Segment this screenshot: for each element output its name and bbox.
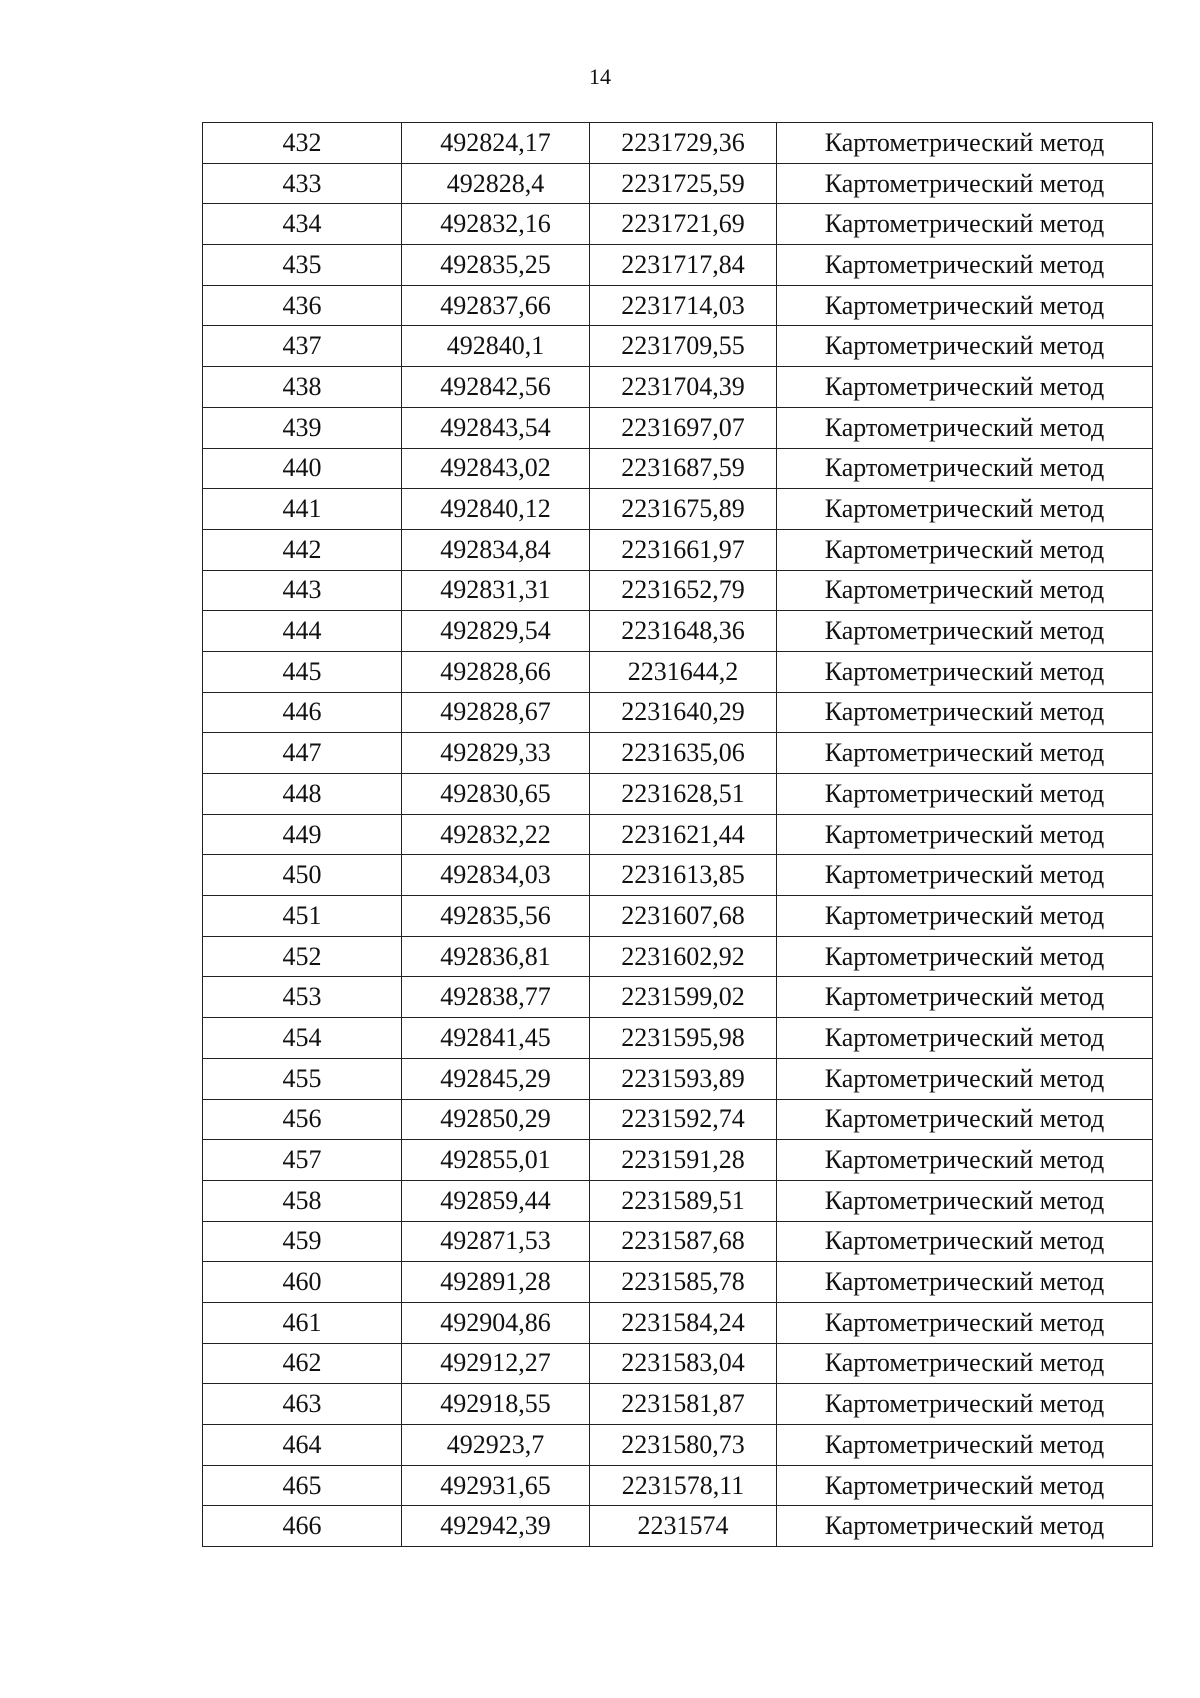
y-coordinate-cell: 2231589,51	[590, 1180, 777, 1221]
method-cell: Картометрический метод	[777, 651, 1153, 692]
method-cell: Картометрический метод	[777, 245, 1153, 286]
point-number-cell: 438	[203, 367, 402, 408]
x-coordinate-cell: 492842,56	[402, 367, 590, 408]
table-row	[203, 163, 1153, 204]
point-number-cell: 434	[203, 204, 402, 245]
table-row	[203, 245, 1153, 286]
table-row	[203, 1343, 1153, 1384]
point-number-cell: 463	[203, 1384, 402, 1425]
x-coordinate-cell: 492840,1	[402, 326, 590, 367]
x-coordinate-cell: 492855,01	[402, 1140, 590, 1181]
y-coordinate-cell: 2231725,59	[590, 163, 777, 204]
x-coordinate-cell: 492831,31	[402, 570, 590, 611]
page-number: 14	[589, 64, 611, 89]
x-coordinate-cell: 492829,54	[402, 611, 590, 652]
point-number-cell: 459	[203, 1221, 402, 1262]
method-cell: Картометрический метод	[777, 1343, 1153, 1384]
x-coordinate-cell: 492912,27	[402, 1343, 590, 1384]
point-number-cell: 443	[203, 570, 402, 611]
x-coordinate-cell: 492830,65	[402, 774, 590, 815]
point-number-cell: 455	[203, 1058, 402, 1099]
x-coordinate-cell: 492824,17	[402, 123, 590, 164]
point-number-cell: 465	[203, 1465, 402, 1506]
y-coordinate-cell: 2231717,84	[590, 245, 777, 286]
table-row	[203, 896, 1153, 937]
table-row	[203, 692, 1153, 733]
method-cell: Картометрический метод	[777, 692, 1153, 733]
y-coordinate-cell: 2231613,85	[590, 855, 777, 896]
method-cell: Картометрический метод	[777, 1221, 1153, 1262]
method-cell: Картометрический метод	[777, 896, 1153, 937]
table-row	[203, 1465, 1153, 1506]
y-coordinate-cell: 2231640,29	[590, 692, 777, 733]
y-coordinate-cell: 2231584,24	[590, 1302, 777, 1343]
x-coordinate-cell: 492835,25	[402, 245, 590, 286]
x-coordinate-cell: 492828,67	[402, 692, 590, 733]
table-row	[203, 814, 1153, 855]
method-cell: Картометрический метод	[777, 1140, 1153, 1181]
coordinates-table-body	[203, 123, 1153, 1547]
point-number-cell: 441	[203, 489, 402, 530]
method-cell: Картометрический метод	[777, 448, 1153, 489]
table-row	[203, 1221, 1153, 1262]
method-cell: Картометрический метод	[777, 570, 1153, 611]
x-coordinate-cell: 492837,66	[402, 285, 590, 326]
x-coordinate-cell: 492923,7	[402, 1425, 590, 1466]
x-coordinate-cell: 492918,55	[402, 1384, 590, 1425]
method-cell: Картометрический метод	[777, 611, 1153, 652]
y-coordinate-cell: 2231687,59	[590, 448, 777, 489]
x-coordinate-cell: 492828,66	[402, 651, 590, 692]
y-coordinate-cell: 2231621,44	[590, 814, 777, 855]
y-coordinate-cell: 2231628,51	[590, 774, 777, 815]
table-row	[203, 977, 1153, 1018]
table-row	[203, 651, 1153, 692]
table-row	[203, 367, 1153, 408]
point-number-cell: 437	[203, 326, 402, 367]
y-coordinate-cell: 2231580,73	[590, 1425, 777, 1466]
y-coordinate-cell: 2231581,87	[590, 1384, 777, 1425]
y-coordinate-cell: 2231635,06	[590, 733, 777, 774]
method-cell: Картометрический метод	[777, 204, 1153, 245]
table-row	[203, 326, 1153, 367]
point-number-cell: 466	[203, 1506, 402, 1547]
x-coordinate-cell: 492836,81	[402, 936, 590, 977]
point-number-cell: 435	[203, 245, 402, 286]
table-row	[203, 855, 1153, 896]
x-coordinate-cell: 492904,86	[402, 1302, 590, 1343]
method-cell: Картометрический метод	[777, 977, 1153, 1018]
table-row	[203, 611, 1153, 652]
method-cell: Картометрический метод	[777, 1099, 1153, 1140]
method-cell: Картометрический метод	[777, 936, 1153, 977]
y-coordinate-cell: 2231592,74	[590, 1099, 777, 1140]
x-coordinate-cell: 492841,45	[402, 1018, 590, 1059]
point-number-cell: 440	[203, 448, 402, 489]
table-row	[203, 285, 1153, 326]
table-row	[203, 407, 1153, 448]
point-number-cell: 432	[203, 123, 402, 164]
y-coordinate-cell: 2231583,04	[590, 1343, 777, 1384]
method-cell: Картометрический метод	[777, 1018, 1153, 1059]
method-cell: Картометрический метод	[777, 733, 1153, 774]
point-number-cell: 462	[203, 1343, 402, 1384]
method-cell: Картометрический метод	[777, 1425, 1153, 1466]
y-coordinate-cell: 2231593,89	[590, 1058, 777, 1099]
point-number-cell: 442	[203, 529, 402, 570]
point-number-cell: 464	[203, 1425, 402, 1466]
y-coordinate-cell: 2231595,98	[590, 1018, 777, 1059]
method-cell: Картометрический метод	[777, 489, 1153, 530]
point-number-cell: 450	[203, 855, 402, 896]
table-row	[203, 204, 1153, 245]
method-cell: Картометрический метод	[777, 1384, 1153, 1425]
x-coordinate-cell: 492838,77	[402, 977, 590, 1018]
point-number-cell: 460	[203, 1262, 402, 1303]
y-coordinate-cell: 2231648,36	[590, 611, 777, 652]
y-coordinate-cell: 2231578,11	[590, 1465, 777, 1506]
table-row	[203, 1018, 1153, 1059]
table-row	[203, 733, 1153, 774]
table-row	[203, 1425, 1153, 1466]
x-coordinate-cell: 492859,44	[402, 1180, 590, 1221]
point-number-cell: 456	[203, 1099, 402, 1140]
point-number-cell: 451	[203, 896, 402, 937]
y-coordinate-cell: 2231587,68	[590, 1221, 777, 1262]
table-row	[203, 936, 1153, 977]
point-number-cell: 449	[203, 814, 402, 855]
point-number-cell: 439	[203, 407, 402, 448]
coordinates-table	[202, 122, 1153, 1547]
table-row	[203, 1506, 1153, 1547]
table-row	[203, 1262, 1153, 1303]
method-cell: Картометрический метод	[777, 285, 1153, 326]
y-coordinate-cell: 2231729,36	[590, 123, 777, 164]
x-coordinate-cell: 492835,56	[402, 896, 590, 937]
table-row	[203, 1180, 1153, 1221]
y-coordinate-cell: 2231697,07	[590, 407, 777, 448]
y-coordinate-cell: 2231714,03	[590, 285, 777, 326]
point-number-cell: 454	[203, 1018, 402, 1059]
point-number-cell: 447	[203, 733, 402, 774]
method-cell: Картометрический метод	[777, 1180, 1153, 1221]
point-number-cell: 445	[203, 651, 402, 692]
method-cell: Картометрический метод	[777, 367, 1153, 408]
point-number-cell: 433	[203, 163, 402, 204]
table-row	[203, 123, 1153, 164]
x-coordinate-cell: 492828,4	[402, 163, 590, 204]
table-row	[203, 1099, 1153, 1140]
y-coordinate-cell: 2231607,68	[590, 896, 777, 937]
y-coordinate-cell: 2231675,89	[590, 489, 777, 530]
method-cell: Картометрический метод	[777, 326, 1153, 367]
table-row	[203, 1302, 1153, 1343]
y-coordinate-cell: 2231599,02	[590, 977, 777, 1018]
x-coordinate-cell: 492834,84	[402, 529, 590, 570]
method-cell: Картометрический метод	[777, 1058, 1153, 1099]
point-number-cell: 452	[203, 936, 402, 977]
x-coordinate-cell: 492840,12	[402, 489, 590, 530]
y-coordinate-cell: 2231721,69	[590, 204, 777, 245]
point-number-cell: 446	[203, 692, 402, 733]
x-coordinate-cell: 492832,22	[402, 814, 590, 855]
y-coordinate-cell: 2231661,97	[590, 529, 777, 570]
point-number-cell: 458	[203, 1180, 402, 1221]
method-cell: Картометрический метод	[777, 855, 1153, 896]
table-row	[203, 570, 1153, 611]
x-coordinate-cell: 492850,29	[402, 1099, 590, 1140]
method-cell: Картометрический метод	[777, 529, 1153, 570]
method-cell: Картометрический метод	[777, 814, 1153, 855]
method-cell: Картометрический метод	[777, 774, 1153, 815]
point-number-cell: 448	[203, 774, 402, 815]
table-row	[203, 1058, 1153, 1099]
y-coordinate-cell: 2231602,92	[590, 936, 777, 977]
point-number-cell: 436	[203, 285, 402, 326]
x-coordinate-cell: 492931,65	[402, 1465, 590, 1506]
x-coordinate-cell: 492845,29	[402, 1058, 590, 1099]
y-coordinate-cell: 2231585,78	[590, 1262, 777, 1303]
method-cell: Картометрический метод	[777, 407, 1153, 448]
method-cell: Картометрический метод	[777, 1262, 1153, 1303]
point-number-cell: 453	[203, 977, 402, 1018]
method-cell: Картометрический метод	[777, 1506, 1153, 1547]
x-coordinate-cell: 492871,53	[402, 1221, 590, 1262]
table-row	[203, 529, 1153, 570]
y-coordinate-cell: 2231652,79	[590, 570, 777, 611]
x-coordinate-cell: 492843,02	[402, 448, 590, 489]
table-row	[203, 1140, 1153, 1181]
y-coordinate-cell: 2231574	[590, 1506, 777, 1547]
x-coordinate-cell: 492834,03	[402, 855, 590, 896]
x-coordinate-cell: 492829,33	[402, 733, 590, 774]
y-coordinate-cell: 2231704,39	[590, 367, 777, 408]
x-coordinate-cell: 492891,28	[402, 1262, 590, 1303]
method-cell: Картометрический метод	[777, 1302, 1153, 1343]
table-row	[203, 1384, 1153, 1425]
method-cell: Картометрический метод	[777, 163, 1153, 204]
table-row	[203, 448, 1153, 489]
table-row	[203, 774, 1153, 815]
x-coordinate-cell: 492832,16	[402, 204, 590, 245]
table-row	[203, 489, 1153, 530]
x-coordinate-cell: 492843,54	[402, 407, 590, 448]
x-coordinate-cell: 492942,39	[402, 1506, 590, 1547]
y-coordinate-cell: 2231709,55	[590, 326, 777, 367]
y-coordinate-cell: 2231644,2	[590, 651, 777, 692]
method-cell: Картометрический метод	[777, 1465, 1153, 1506]
y-coordinate-cell: 2231591,28	[590, 1140, 777, 1181]
point-number-cell: 444	[203, 611, 402, 652]
point-number-cell: 457	[203, 1140, 402, 1181]
method-cell: Картометрический метод	[777, 123, 1153, 164]
point-number-cell: 461	[203, 1302, 402, 1343]
